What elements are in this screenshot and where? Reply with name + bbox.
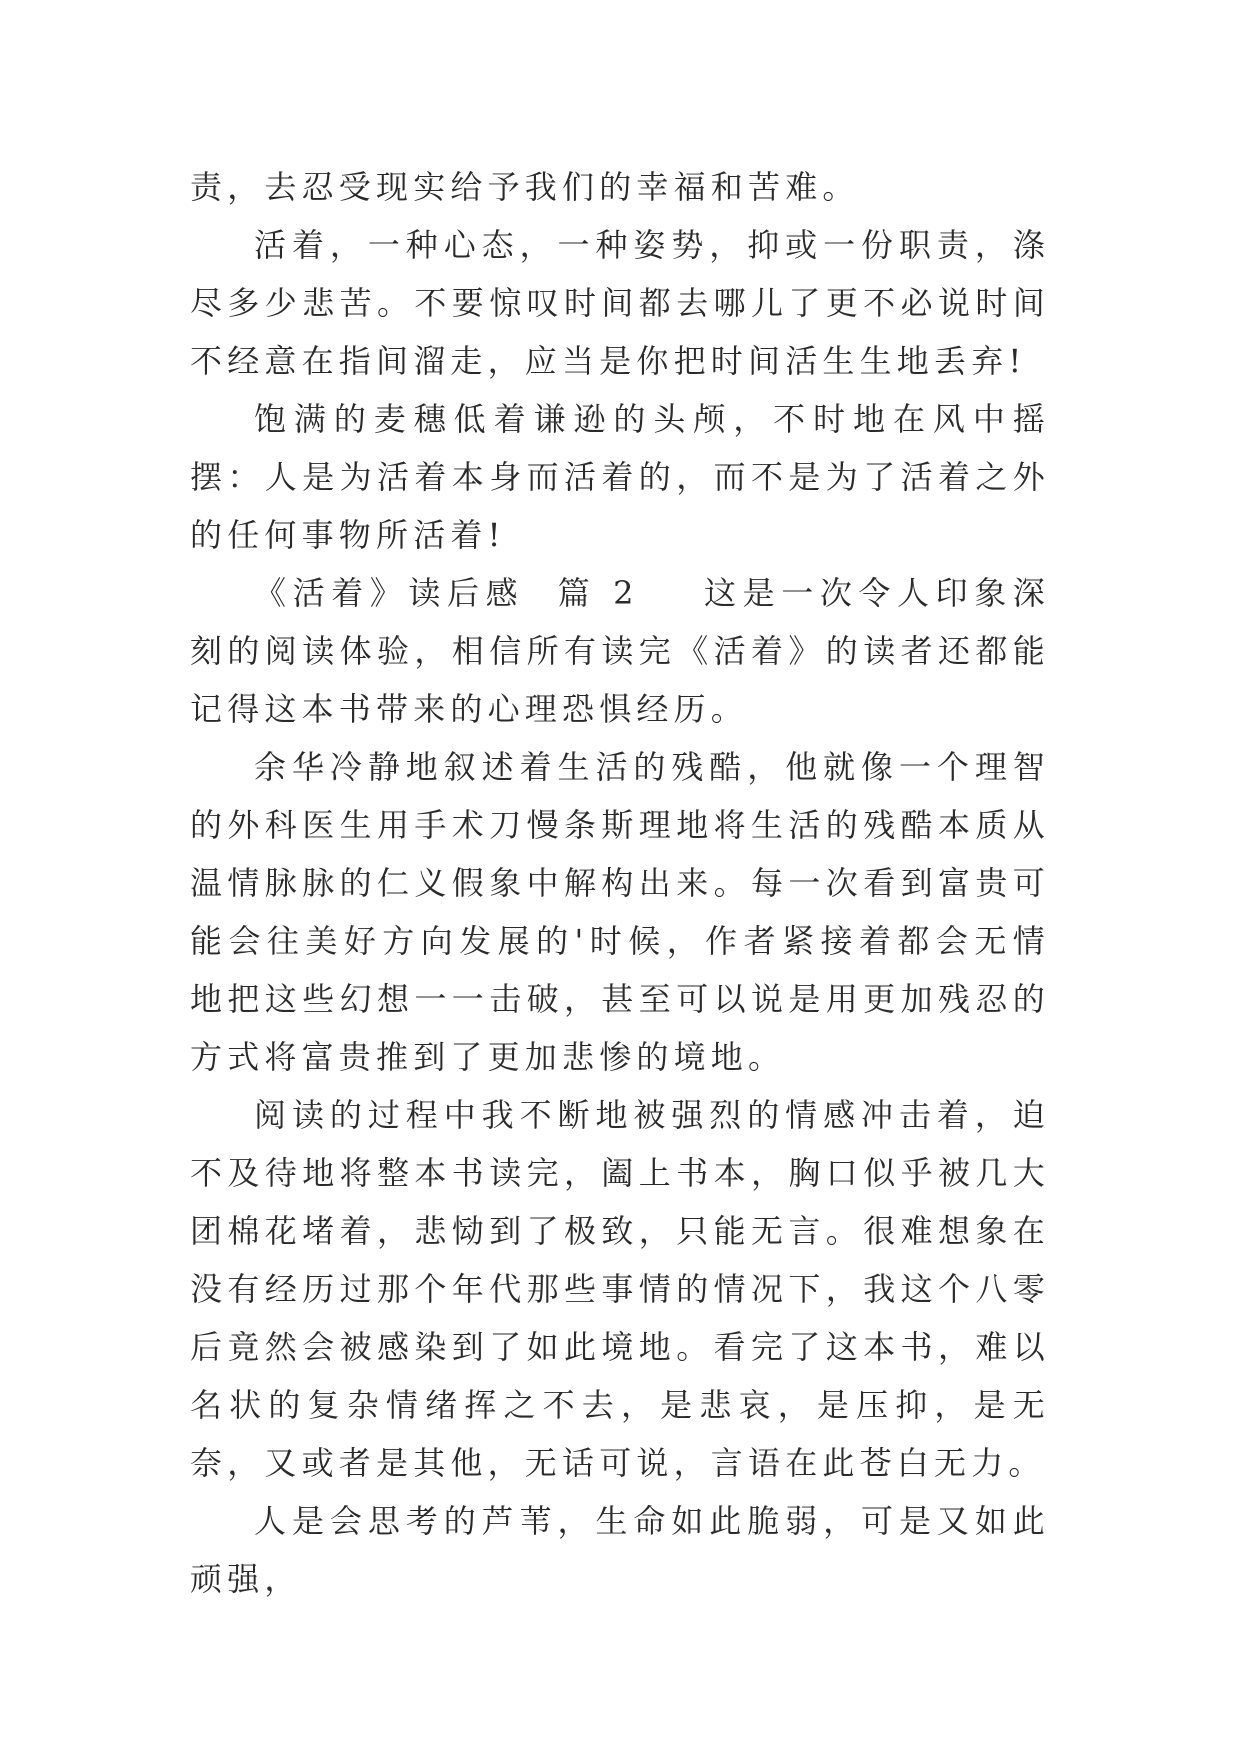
paragraph: 余华冷静地叙述着生活的残酷，他就像一个理智的外科医生用手术刀慢条斯理地将生活的残酷本质从温情脉脉的仁义假象中解构出来。每一次看到富贵可能会往美好方向发展的'时候，作者紧接着都会无情地把这些幻想一一击破，甚至可以说是用更加残忍的方式将富贵推到了更加悲惨的境地。	[190, 748, 1050, 1076]
paragraph: 阅读的过程中我不断地被强烈的情感冲击着，迫不及待地将整本书读完，阖上书本，胸口似乎被几大团棉花堵着，悲恸到了极致，只能无言。很难想象在没有经历过那个年代那些事情的情况下，我这个八零后竟然会被感染到了如此境地。看完了这本书，难以名状的复杂情绪挥之不去，是悲哀，是压抑，是无奈，又或者是其他，无话可说，言语在此苍白无力。	[190, 1096, 1050, 1482]
section-lead: 这是一次令人印象深刻的阅读体验，相信所有读完《活着》的读者还都能记得这本书带来的心理恐惧经历。	[190, 574, 1050, 728]
section-number: 篇 2	[557, 574, 639, 612]
paragraph-continuation: 责，去忍受现实给予我们的幸福和苦难。	[190, 168, 860, 206]
article-body	[190, 158, 1050, 1608]
section-title: 《活着》读后感	[254, 574, 525, 612]
section-heading-paragraph	[190, 564, 1050, 738]
paragraph: 人是会思考的芦苇，生命如此脆弱，可是又如此顽强，	[190, 1502, 1050, 1598]
paragraph: 饱满的麦穗低着谦逊的头颅，不时地在风中摇摆：人是为活着本身而活着的，而不是为了活着之外的任何事物所活着!	[190, 400, 1050, 554]
paragraph: 活着，一种心态，一种姿势，抑或一份职责，涤尽多少悲苦。不要惊叹时间都去哪儿了更不必说时间不经意在指间溜走，应当是你把时间活生生地丢弃!	[190, 226, 1050, 380]
